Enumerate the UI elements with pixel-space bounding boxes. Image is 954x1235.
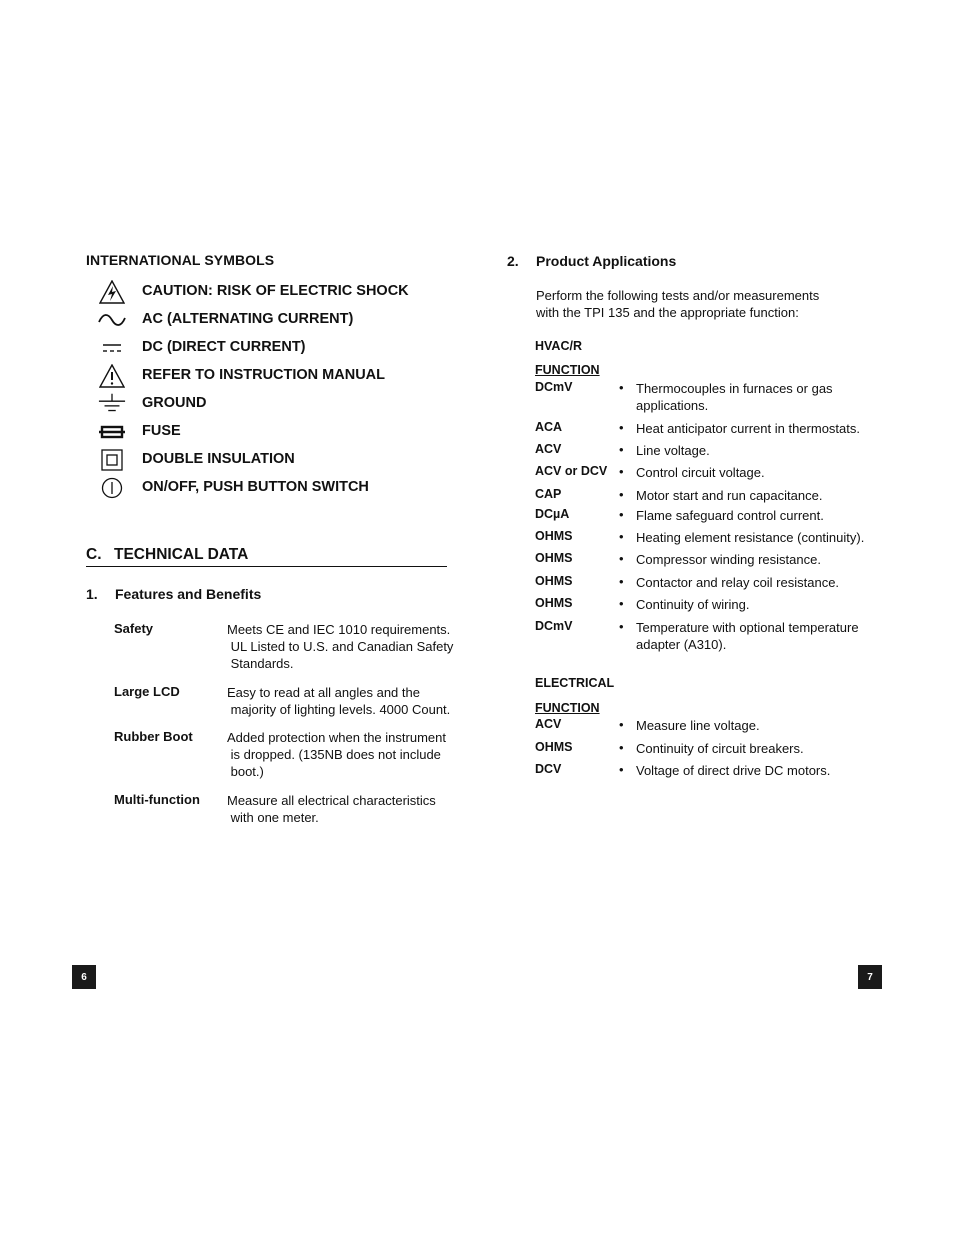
- feature-line: Meets CE and IEC 1010 requirements.: [227, 622, 451, 637]
- ac-wave-icon: [98, 308, 126, 332]
- application-function: DCmV: [535, 380, 573, 394]
- feature-line: with one meter.: [227, 810, 319, 825]
- feature-name: Multi-function: [114, 792, 200, 807]
- bullet: •: [619, 619, 624, 634]
- bullet: •: [619, 551, 624, 566]
- application-function: OHMS: [535, 596, 573, 610]
- feature-line: Measure all electrical characteristics: [227, 793, 436, 808]
- bullet: •: [619, 596, 624, 611]
- group-label-electrical: ELECTRICAL: [535, 676, 615, 690]
- features-subsection-title: [86, 586, 261, 602]
- symbol-label: CAUTION: RISK OF ELECTRIC SHOCK: [142, 283, 409, 299]
- description-line: Flame safeguard control current.: [636, 508, 824, 523]
- feature-line: Easy to read at all angles and the: [227, 685, 420, 700]
- subsection-title-text: Features and Benefits: [115, 586, 262, 602]
- intro-line: with the TPI 135 and the appropriate function:: [536, 305, 799, 320]
- application-description: [636, 717, 876, 734]
- feature-name: Large LCD: [114, 684, 180, 699]
- symbol-row-shock: [86, 280, 466, 308]
- application-function: OHMS: [535, 740, 573, 754]
- section-title: [86, 546, 447, 567]
- feature-line: majority of lighting levels. 4000 Count.: [227, 702, 451, 717]
- subsection-title-text: Product Applications: [536, 253, 677, 269]
- symbol-row-dc: [86, 336, 466, 364]
- symbol-label: DOUBLE INSULATION: [142, 451, 295, 467]
- dc-icon: [98, 336, 126, 360]
- function-header: FUNCTION: [535, 701, 600, 715]
- application-description: [636, 762, 876, 779]
- application-description: [636, 380, 876, 414]
- description-line: Continuity of circuit breakers.: [636, 741, 804, 756]
- application-description: [636, 529, 876, 546]
- section-title-text: TECHNICAL DATA: [114, 546, 249, 563]
- description-line: Continuity of wiring.: [636, 597, 750, 612]
- fuse-icon: [98, 420, 126, 444]
- application-description: [636, 420, 876, 437]
- bullet: •: [619, 529, 624, 544]
- application-function: DCmV: [535, 619, 573, 633]
- function-header: FUNCTION: [535, 363, 600, 377]
- right-page: [477, 0, 954, 1235]
- description-line: Heat anticipator current in thermostats.: [636, 421, 860, 436]
- applications-intro: [536, 287, 836, 321]
- feature-description: [227, 729, 452, 780]
- feature-description: [227, 621, 452, 672]
- symbol-label: AC (ALTERNATING CURRENT): [142, 311, 354, 327]
- application-function: ACV or DCV: [535, 464, 608, 478]
- feature-description: [227, 684, 452, 718]
- application-description: [636, 551, 876, 568]
- symbol-row-ground: [86, 392, 466, 420]
- application-description: [636, 442, 876, 459]
- bullet: •: [619, 420, 624, 435]
- description-line: Heating element resistance (continuity).: [636, 530, 865, 545]
- application-description: [636, 574, 876, 591]
- symbol-row-fuse: [86, 420, 466, 448]
- symbol-label: GROUND: [142, 395, 207, 411]
- description-line: Motor start and run capacitance.: [636, 488, 823, 503]
- symbol-row-double-insulation: [86, 448, 466, 476]
- application-description: [636, 487, 876, 504]
- application-function: ACV: [535, 442, 562, 456]
- description-line: Thermocouples in furnaces or gas: [636, 381, 833, 396]
- description-line: Temperature with optional temperature: [636, 620, 859, 635]
- bullet: •: [619, 762, 624, 777]
- bullet: •: [619, 380, 624, 395]
- symbol-row-switch: [86, 476, 466, 504]
- page-number-right: 7: [858, 965, 882, 989]
- description-line: adapter (A310).: [636, 637, 727, 652]
- bullet: •: [619, 487, 624, 502]
- shock-warning-icon: [98, 280, 126, 304]
- description-line: Measure line voltage.: [636, 718, 760, 733]
- application-function: CAP: [535, 487, 562, 501]
- application-function: OHMS: [535, 551, 573, 565]
- symbol-label: DC (DIRECT CURRENT): [142, 339, 306, 355]
- application-description: [636, 464, 876, 481]
- page-number-left: 6: [72, 965, 96, 989]
- symbol-label: FUSE: [142, 423, 181, 439]
- application-function: DCV: [535, 762, 562, 776]
- ground-icon: [98, 392, 126, 416]
- application-function: OHMS: [535, 574, 573, 588]
- subsection-number: 2.: [507, 253, 519, 269]
- symbol-label: ON/OFF, PUSH BUTTON SWITCH: [142, 479, 369, 495]
- group-label-hvacr: HVAC/R: [535, 339, 582, 353]
- feature-description: [227, 792, 452, 826]
- application-description: [636, 619, 876, 653]
- bullet: •: [619, 574, 624, 589]
- symbol-label: REFER TO INSTRUCTION MANUAL: [142, 367, 386, 383]
- description-line: Contactor and relay coil resistance.: [636, 575, 840, 590]
- application-function: ACA: [535, 420, 563, 434]
- description-line: Voltage of direct drive DC motors.: [636, 763, 831, 778]
- bullet: •: [619, 442, 624, 457]
- bullet: •: [619, 507, 624, 522]
- application-function: ACV: [535, 717, 562, 731]
- description-line: Compressor winding resistance.: [636, 552, 821, 567]
- description-line: Control circuit voltage.: [636, 465, 765, 480]
- bullet: •: [619, 740, 624, 755]
- warning-triangle-icon: [98, 364, 126, 388]
- symbol-row-manual: [86, 364, 466, 392]
- feature-line: Added protection when the instrument: [227, 730, 446, 745]
- section-number: C.: [86, 546, 102, 563]
- feature-name: Safety: [114, 621, 154, 636]
- subsection-number: 1.: [86, 586, 98, 602]
- description-line: applications.: [636, 398, 709, 413]
- bullet: •: [619, 464, 624, 479]
- feature-line: is dropped. (135NB does not include: [227, 747, 441, 762]
- feature-line: boot.): [227, 764, 264, 779]
- intro-line: Perform the following tests and/or measurements: [536, 288, 820, 303]
- application-function: DCµA: [535, 507, 570, 521]
- applications-subsection-title: [507, 253, 676, 269]
- double-insulation-icon: [98, 448, 126, 472]
- bullet: •: [619, 717, 624, 732]
- description-line: Line voltage.: [636, 443, 710, 458]
- power-switch-icon: [98, 476, 126, 500]
- application-description: [636, 596, 876, 613]
- symbols-heading: INTERNATIONAL SYMBOLS: [86, 252, 275, 268]
- feature-line: Standards.: [227, 656, 294, 671]
- application-function: OHMS: [535, 529, 573, 543]
- symbol-row-ac: [86, 308, 466, 336]
- feature-line: UL Listed to U.S. and Canadian Safety: [227, 639, 454, 654]
- feature-name: Rubber Boot: [114, 729, 193, 744]
- application-description: [636, 507, 876, 524]
- application-description: [636, 740, 876, 757]
